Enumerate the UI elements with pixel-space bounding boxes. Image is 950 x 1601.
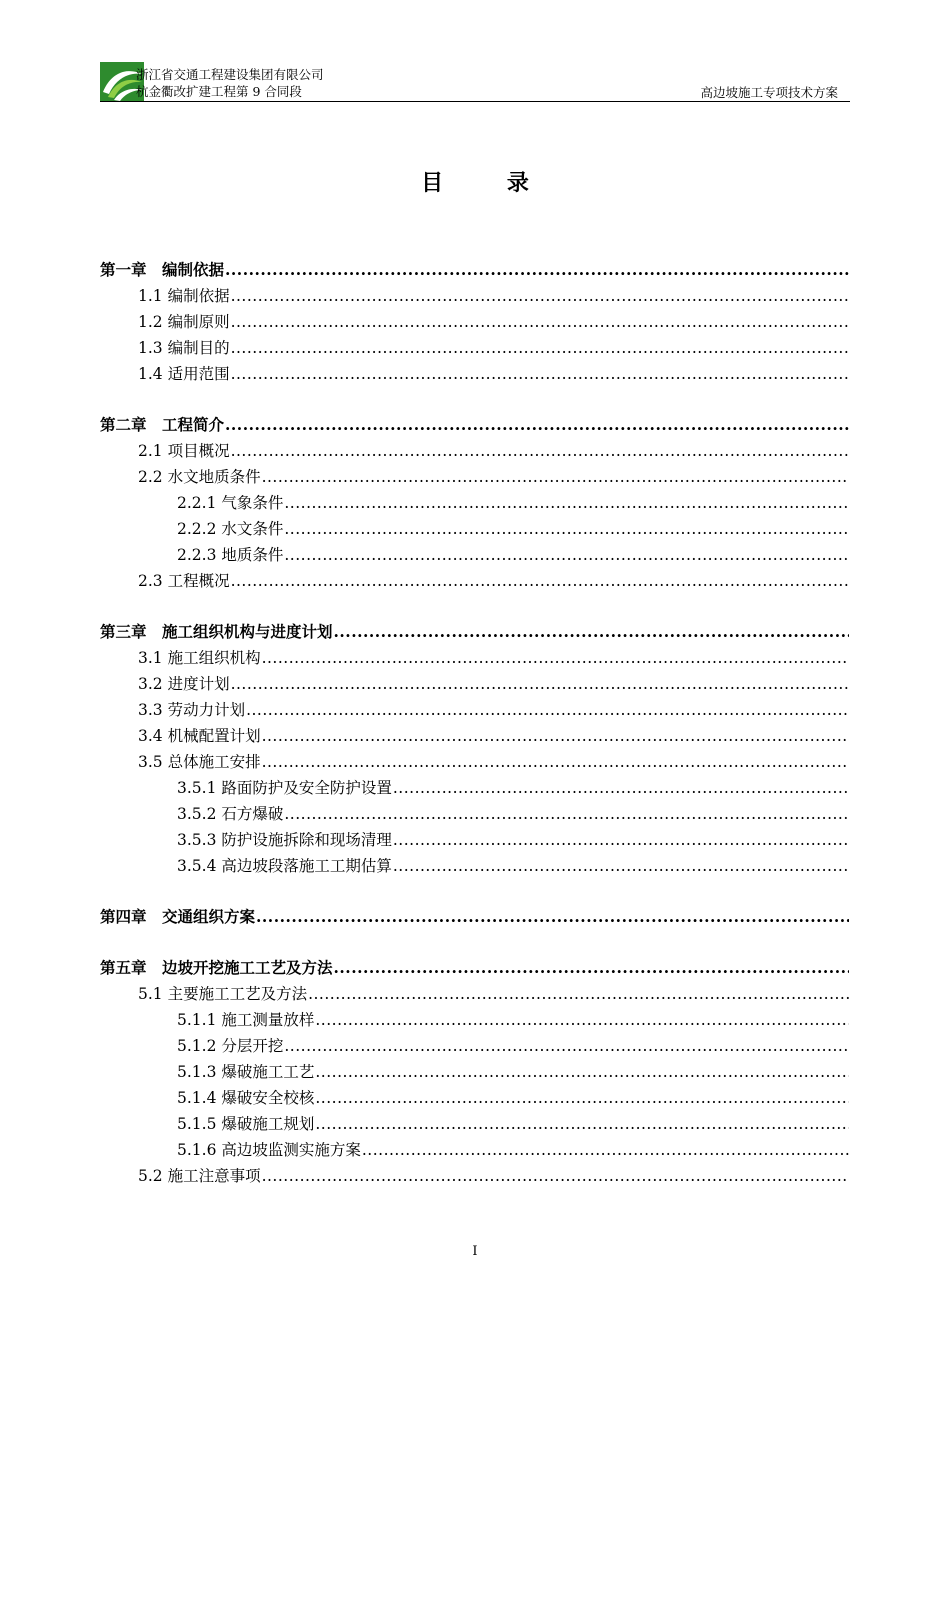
toc-entry-label: 1.3 编制目的 [138,339,230,357]
toc-entry-label: 5.1.5 爆破施工规划 [177,1115,315,1133]
toc-entry-label: 5.1.2 分层开挖 [177,1037,284,1055]
toc-entry-label: 5.1.6 高边坡监测实施方案 [177,1141,361,1159]
header-document-title: 高边坡施工专项技术方案 [700,85,838,100]
toc-entry-label: 第二章 工程简介 [100,415,225,434]
toc-entry-label: 3.5.1 路面防护及安全防护设置 [177,779,392,797]
toc-entry-label: 2.1 项目概况 [138,442,230,460]
toc-entry-label: 3.5.3 防护设施拆除和现场清理 [177,831,392,849]
toc-entry-label: 5.1.1 施工测量放样 [177,1011,315,1029]
toc-entry-label: 3.3 劳动力计划 [138,701,246,719]
header-project: 杭金衢改扩建工程第 9 合同段 [136,84,302,99]
header-rule [100,101,850,102]
toc-entry-label: 5.2 施工注意事项 [138,1167,261,1185]
toc-entry-label: 2.2 水文地质条件 [138,468,261,486]
toc-entry-label: 5.1.3 爆破施工工艺 [177,1063,315,1081]
toc-entry-label: 3.4 机械配置计划 [138,727,261,745]
toc-section-entry[interactable] [100,1163,850,1189]
toc-entry-label: 3.2 进度计划 [138,675,230,693]
toc-entry-label: 3.1 施工组织机构 [138,649,261,667]
page-header [100,62,850,104]
toc-entry-label: 2.3 工程概况 [138,572,230,590]
toc-entry-page [100,257,950,1601]
toc-entry-label: 第一章 编制依据 [100,260,225,279]
toc-entry-label: 2.2.3 地质条件 [177,546,284,564]
toc-entry-label: 2.2.2 水文条件 [177,520,284,538]
table-of-contents [100,257,850,1189]
toc-entry-label: 第五章 边坡开挖施工工艺及方法 [100,958,333,977]
toc-title: 目 录 [421,170,557,196]
toc-entry-label: 5.1 主要施工工艺及方法 [138,985,308,1003]
toc-entry-label: 3.5.4 高边坡段落施工工期估算 [177,857,392,875]
toc-entry-label: 2.2.1 气象条件 [177,494,284,512]
toc-entry-label: 第三章 施工组织机构与进度计划 [100,622,333,641]
header-company: 浙江省交通工程建设集团有限公司 [136,67,324,82]
toc-entry-label: 3.5 总体施工安排 [138,753,261,771]
toc-entry-label: 3.5.2 石方爆破 [177,805,284,823]
toc-entry-label: 1.4 适用范围 [138,365,230,383]
toc-entry-label: 1.1 编制依据 [138,287,230,305]
page-number: I [472,1244,478,1259]
toc-entry-label: 5.1.4 爆破安全校核 [177,1089,315,1107]
toc-entry-label: 1.2 编制原则 [138,313,230,331]
toc-entry-label: 第四章 交通组织方案 [100,907,256,926]
